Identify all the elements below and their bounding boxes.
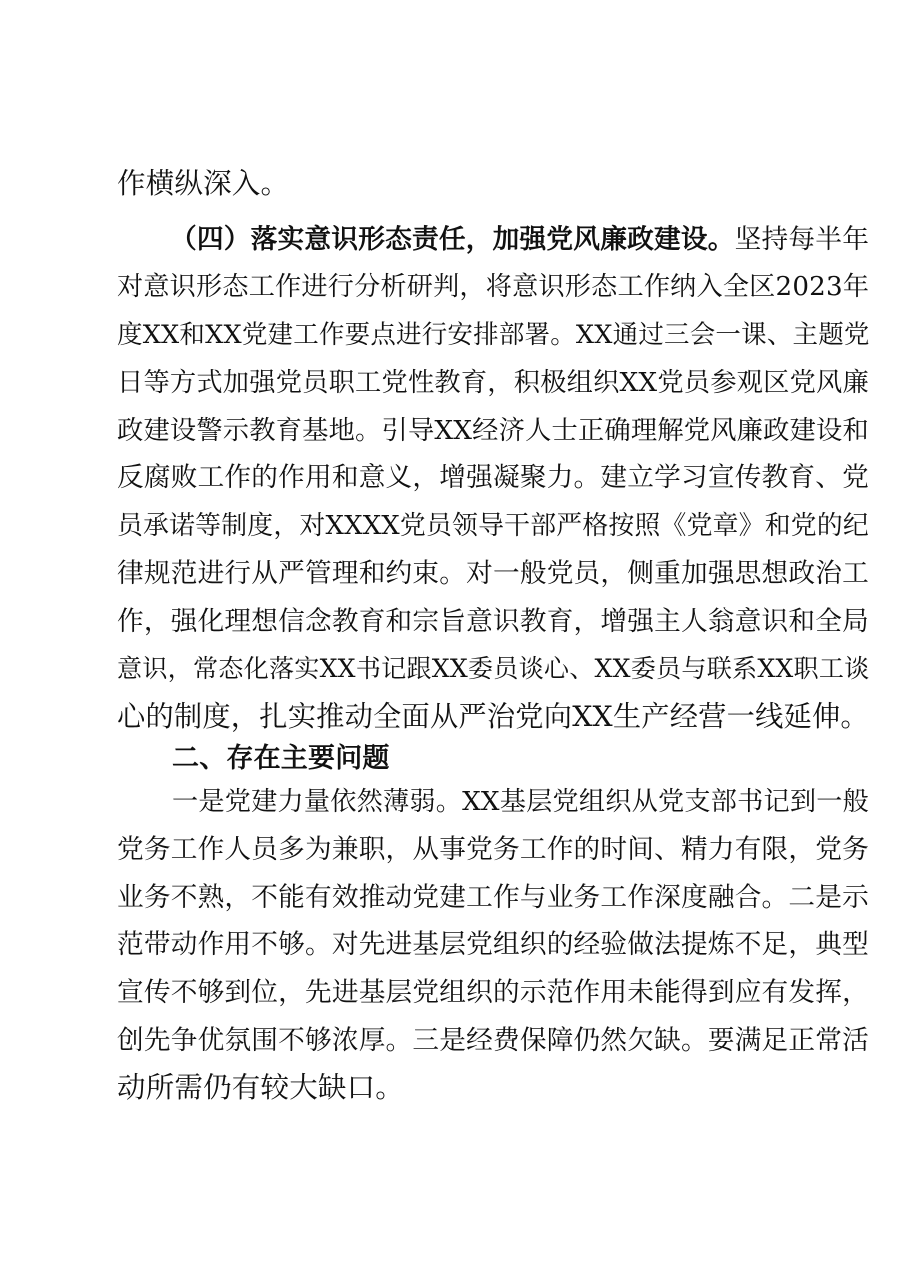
text-line: 动所需仍有较大缺口。 — [117, 1071, 405, 1104]
text-line: 对意识形态工作进行分析研判，将意识形态工作纳入全区2023年 — [117, 272, 870, 302]
section-four-heading: （四）落实意识形态责任，加强党风廉政建设。 — [170, 224, 735, 255]
text-line: 创先争优氛围不够浓厚。三是经费保障仍然欠缺。要满足正常活 — [117, 1025, 869, 1056]
text-line: 反腐败工作的作用和意义，增强凝聚力。建立学习宣传教育、党 — [117, 462, 869, 493]
section-two-heading: 二、存在主要问题 — [172, 743, 390, 774]
text-line: 坚持每半年 — [734, 224, 870, 255]
text-line: 宣传不够到位，先进基层党组织的示范作用未能得到应有发挥， — [117, 977, 869, 1008]
text-line: 作，强化理想信念教育和宗旨意识教育，增强主人翁意识和全局 — [117, 606, 869, 637]
text-line: 党务工作人员多为兼职，从事党务工作的时间、精力有限，党务 — [117, 834, 869, 865]
text-line: 一是党建力量依然薄弱。XX基层党组织从党支部书记到一般 — [172, 787, 869, 817]
text-line: 政建设警示教育基地。引导XX经济人士正确理解党风廉政建设和 — [117, 416, 869, 446]
text-line: 业务不熟，不能有效推动党建工作与业务工作深度融合。二是示 — [117, 882, 869, 913]
text-line: 律规范进行从严管理和约束。对一般党员，侧重加强思想政治工 — [117, 558, 869, 589]
text-line: 日等方式加强党员职工党性教育，积极组织XX党员参观区党风廉 — [117, 368, 869, 398]
section-four-first-line — [0, 218, 909, 262]
text-line: 度XX和XX党建工作要点进行安排部署。XX通过三会一课、主题党 — [117, 320, 870, 350]
text-line: 作横纵深入。 — [117, 167, 290, 200]
text-line: 意识，常态化落实XX书记跟XX委员谈心、XX委员与联系XX职工谈 — [117, 654, 870, 683]
text-line: 范带动作用不够。对先进基层党组织的经验做法提炼不足，典型 — [117, 929, 869, 960]
text-line: 员承诺等制度，对XXXX党员领导干部严格按照《党章》和党的纪 — [117, 511, 869, 541]
text-line: 心的制度，扎实推动全面从严治党向XX生产经营一线延伸。 — [117, 700, 869, 733]
